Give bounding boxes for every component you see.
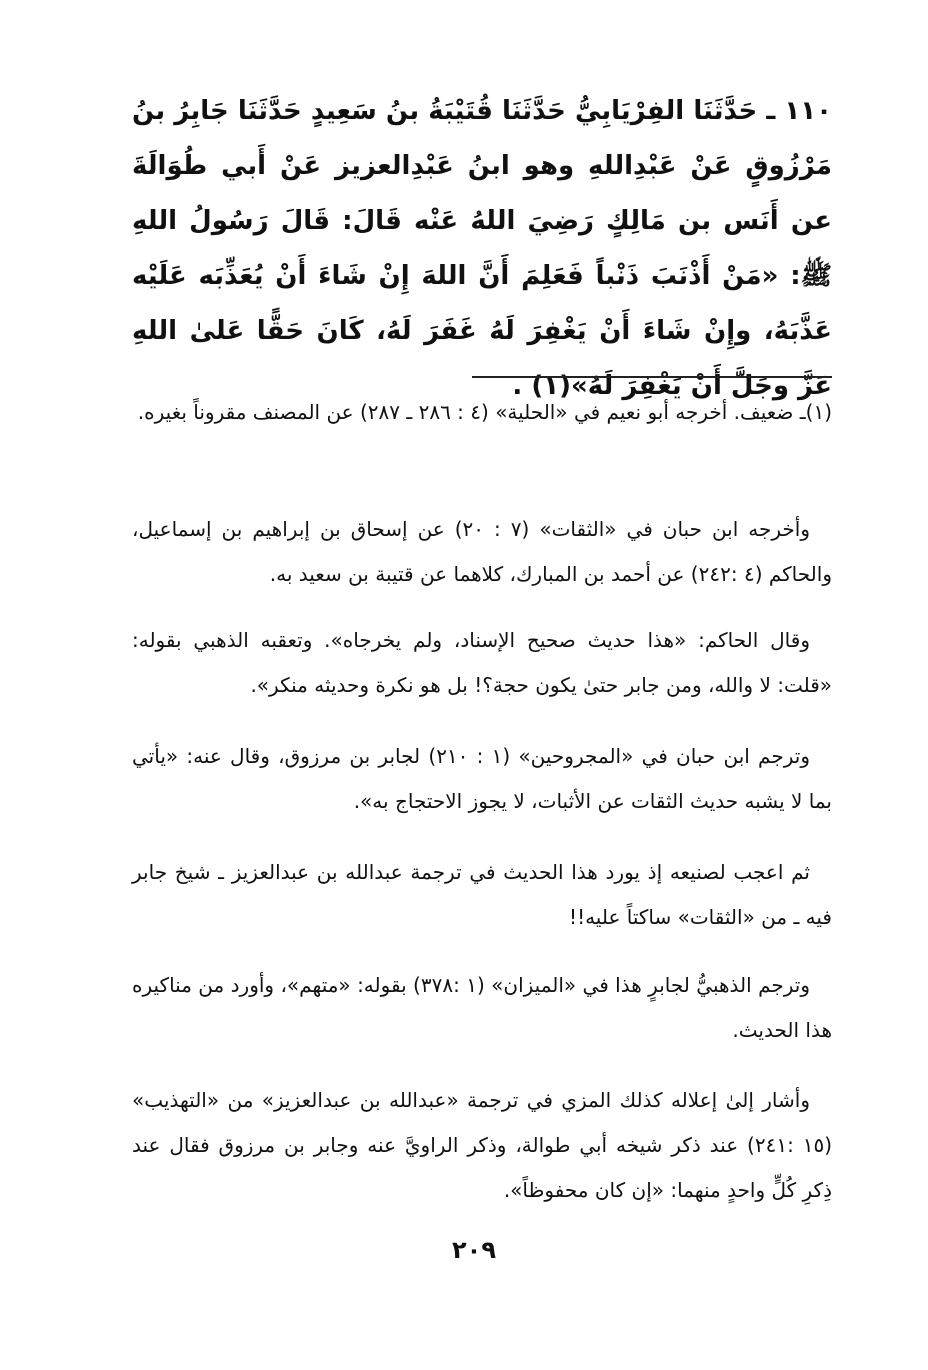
footnote-paragraph-2: وأخرجه ابن حبان في «الثقات» (٧ : ٢٠) عن إسحاق بن إبراهيم بن إسماعيل، والحاكم (٤ :٢٤٢) عن أحمد بن المبارك، كلاهما عن قتيبة بن سعيد به. [132, 517, 832, 586]
page-number: ٢٠٩ [452, 1236, 496, 1264]
footnote-1: (١)ـ ضعيف. أخرجه أبو نعيم في «الحلية» (٤ : ٢٨٦ ـ ٢٨٧) عن المصنف مقروناً بغيره. [137, 400, 832, 424]
footnote-paragraph-6: وترجم الذهبيُّ لجابرٍ هذا في «الميزان» (١ :٣٧٨) بقوله: «متهم»، وأورد من مناكيره هذا الحديث. [132, 973, 832, 1042]
footnote-paragraph-7: وأشار إلىٰ إعلاله كذلك المزي في ترجمة «عبدالله بن عبدالعزيز» من «التهذيب» (١٥ :٢٤١) عند ذكر شيخه أبي طوالة، وذكر الراويَّ عنه وجابر بن مرزوق فقال عند ذِكرِ كُلٍّ واحدٍ منهما: «إن كان محفوظاً». [132, 1088, 832, 1202]
footnote-paragraph-4: وترجم ابن حبان في «المجروحين» (١ : ٢١٠) لجابر بن مرزوق، وقال عنه: «يأتي بما لا يشبه حديث الثقات عن الأثبات، لا يجوز الاحتجاج به». [132, 744, 832, 813]
footnote-paragraph-5: ثم اعجب لصنيعه إذ يورد هذا الحديث في ترجمة عبدالله بن عبدالعزيز ـ شيخ جابر فيه ـ من «الثقات» ساكتاً عليه!! [132, 860, 832, 929]
footnote-paragraph-3: وقال الحاكم: «هذا حديث صحيح الإسناد، ولم يخرجاه». وتعقبه الذهبي بقوله: «قلت: لا والله، ومن جابر حتىٰ يكون حجة؟! بل هو نكرة وحديثه منكر». [132, 628, 832, 697]
footnote-separator [472, 376, 832, 378]
hadith-text: ١١٠ ـ حَدَّثَنَا الفِرْيَابِيُّ حَدَّثَنَا قُتَيْبَةُ بنُ سَعِيدٍ حَدَّثَنَا جَابِرُ بنُ مَرْزُوقٍ عَنْ عَبْدِاللهِ وهو ابنُ عَبْدِالعزيز عَنْ أَبي طُوَالَةَ عن أَنَس بن مَالِكٍ رَضِيَ اللهُ عَنْه قَالَ: قَالَ رَسُولُ اللهِ ﷺ: «مَنْ أَذْنَبَ ذَنْباً فَعَلِمَ أَنَّ اللهَ إِنْ شَاءَ أَنْ يُعَذِّبَه عَلَيْه عَذَّبَهُ، وإِنْ شَاءَ أَنْ يَغْفِرَ لَهُ غَفَرَ لَهُ، كَانَ حَقًّا عَلىٰ اللهِ عَزَّ وجَلَّ أَنْ يَغْفِرَ لَهُ»(١) . [132, 96, 832, 401]
